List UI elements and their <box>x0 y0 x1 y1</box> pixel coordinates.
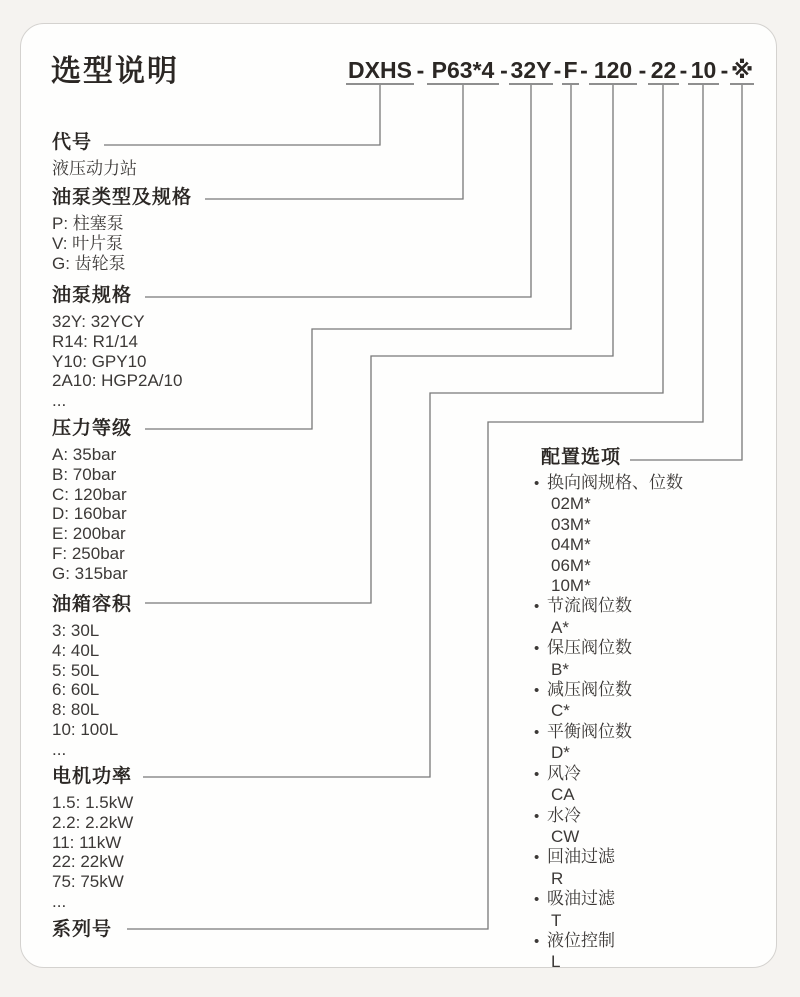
code-segment: ※ <box>730 57 754 83</box>
option-label <box>534 889 683 910</box>
option-value: A* <box>551 617 569 637</box>
option-label <box>534 764 683 785</box>
section-item: 32Y: 32YCY <box>52 312 145 331</box>
section-title: 系列号 <box>52 919 113 940</box>
section-item: 22: 22kW <box>52 852 124 872</box>
option-label <box>534 473 683 494</box>
section-title: 油箱容积 <box>52 594 133 615</box>
section-item: ... <box>52 739 67 759</box>
option-value: R <box>551 868 564 888</box>
bullet-icon: • <box>534 807 540 825</box>
option-label <box>534 638 683 659</box>
code-segment: F <box>563 57 578 83</box>
bullet-icon: • <box>534 640 540 658</box>
options-panel-list <box>534 473 683 973</box>
option-value: 10M* <box>551 576 591 596</box>
section-item: 5: 50L <box>52 660 100 680</box>
section-title: 油泵类型及规格 <box>52 187 193 208</box>
section-item: 3: 30L <box>52 621 100 640</box>
option-label <box>534 596 683 617</box>
section-item: G: 315bar <box>52 563 128 583</box>
option-value: L <box>551 952 561 972</box>
section-item: A: 35bar <box>52 445 117 464</box>
section-item: V: 叶片泵 <box>52 233 124 253</box>
section-motor <box>52 765 133 912</box>
code-segment: 120 <box>589 56 637 85</box>
section-item: ... <box>52 891 67 911</box>
option-label <box>534 722 683 743</box>
option-label-text: 水冷 <box>547 805 581 825</box>
code-segment: 22 <box>648 56 679 85</box>
section-series <box>52 918 112 946</box>
section-pump-spec <box>52 284 182 411</box>
option-label <box>534 806 683 827</box>
option-label-text: 液位控制 <box>547 930 615 950</box>
option-label-text: 风冷 <box>547 763 581 783</box>
code-segment: DXHS <box>346 56 414 85</box>
bullet-icon: • <box>534 849 540 867</box>
section-item: ... <box>52 391 67 411</box>
section-item: C: 120bar <box>52 484 127 504</box>
section-item: F: 250bar <box>52 543 125 563</box>
section-item: 1.5: 1.5kW <box>52 793 134 812</box>
section-item: 11: 11kW <box>52 832 122 852</box>
section-item: 8: 80L <box>52 700 100 720</box>
section-item: P: 柱塞泵 <box>52 214 124 233</box>
option-value: CW <box>551 826 580 846</box>
option-label-text: 平衡阀位数 <box>547 721 632 741</box>
option-value: T <box>551 910 562 930</box>
option-label-text: 节流阀位数 <box>547 596 632 616</box>
section-item: E: 200bar <box>52 524 126 544</box>
option-label-text: 减压阀位数 <box>547 680 632 700</box>
section-item: 10: 100L <box>52 719 119 739</box>
option-value: D* <box>551 743 570 763</box>
code-separator: - <box>553 57 562 83</box>
code-segment: P63*4 <box>427 56 499 85</box>
section-pump-type <box>52 186 192 273</box>
section-title: 电机功率 <box>52 766 133 787</box>
option-value: 03M* <box>551 514 591 534</box>
section-item: 4: 40L <box>52 640 100 660</box>
option-label-text: 吸油过滤 <box>547 889 615 909</box>
option-value: B* <box>551 659 569 679</box>
code-separator: - <box>580 57 588 83</box>
section-title: 代号 <box>52 132 93 153</box>
option-label <box>534 931 683 952</box>
option-value: CA <box>551 785 575 805</box>
section-item: 6: 60L <box>52 680 100 700</box>
section-item: D: 160bar <box>52 504 127 524</box>
options-panel-title: 配置选项 <box>541 447 622 468</box>
code-separator: - <box>416 57 425 83</box>
option-label-text: 回油过滤 <box>547 847 615 867</box>
option-label <box>534 680 683 701</box>
code-separator: - <box>720 57 729 83</box>
bullet-icon: • <box>534 598 540 616</box>
bullet-icon: • <box>534 475 540 492</box>
bullet-icon: • <box>534 891 540 909</box>
section-pressure <box>52 417 132 584</box>
option-label <box>534 847 683 868</box>
section-item: B: 70bar <box>52 464 117 484</box>
bullet-icon: • <box>534 723 540 741</box>
code-separator: - <box>638 57 647 83</box>
bullet-icon: • <box>534 682 540 700</box>
bullet-icon: • <box>534 765 540 783</box>
section-item: R14: R1/14 <box>52 331 138 351</box>
option-value: 06M* <box>551 555 591 575</box>
option-value: C* <box>551 701 570 721</box>
option-label-text: 保压阀位数 <box>547 638 632 658</box>
section-item: Y10: GPY10 <box>52 351 147 371</box>
page-title: 选型说明 <box>51 55 179 88</box>
code-separator: - <box>500 57 508 83</box>
code-segment: 10 <box>688 56 719 85</box>
code-separator: - <box>679 57 688 83</box>
section-item: 75: 75kW <box>52 872 124 892</box>
option-value: 04M* <box>551 535 591 555</box>
section-daihao <box>52 131 137 179</box>
section-item: 液压动力站 <box>52 159 137 178</box>
section-tank <box>52 593 132 760</box>
section-item: G: 齿轮泵 <box>52 253 126 273</box>
section-item: 2A10: HGP2A/10 <box>52 371 183 391</box>
option-value: 02M* <box>551 494 591 514</box>
code-segment: 32Y <box>510 57 552 83</box>
option-label-text: 换向阀规格、位数 <box>547 473 683 492</box>
bullet-icon: • <box>534 932 540 950</box>
section-title: 压力等级 <box>52 418 133 439</box>
section-item: 2.2: 2.2kW <box>52 812 134 832</box>
section-title: 油泵规格 <box>52 285 133 306</box>
